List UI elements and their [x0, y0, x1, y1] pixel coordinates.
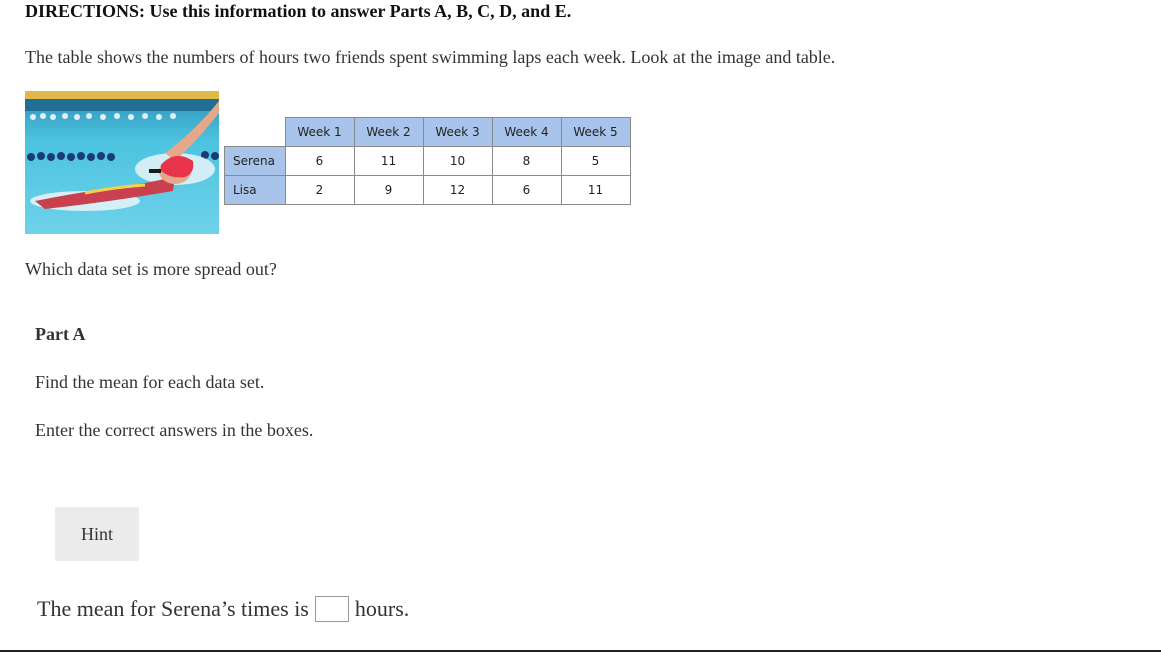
- swimmer-image: [25, 91, 219, 234]
- column-header: Week 2: [354, 118, 423, 147]
- part-instruction: Find the mean for each data set.: [35, 372, 265, 392]
- table-cell: 10: [423, 147, 492, 176]
- answer-line: [37, 594, 409, 624]
- bottom-divider: [0, 650, 1161, 652]
- table-cell: 6: [492, 176, 561, 205]
- serena-mean-input[interactable]: [315, 596, 349, 622]
- table-row: [225, 147, 631, 176]
- table-cell: 2: [285, 176, 354, 205]
- column-header: Week 4: [492, 118, 561, 147]
- table-cell: 5: [561, 147, 630, 176]
- part-enter-instruction: Enter the correct answers in the boxes.: [35, 420, 314, 440]
- table-corner: [225, 118, 286, 147]
- table-cell: 12: [423, 176, 492, 205]
- part-title: Part A: [35, 324, 86, 344]
- directions-text: DIRECTIONS: Use this information to answer Parts A, B, C, D, and E.: [25, 1, 572, 21]
- answer-suffix: hours.: [354, 596, 410, 621]
- row-header: Serena: [225, 147, 286, 176]
- hint-button[interactable]: Hint: [55, 507, 139, 561]
- table-cell: 11: [561, 176, 630, 205]
- table-cell: 8: [492, 147, 561, 176]
- question-text: Which data set is more spread out?: [25, 259, 277, 279]
- hours-table: [224, 117, 631, 205]
- column-header: Week 3: [423, 118, 492, 147]
- intro-text: The table shows the numbers of hours two friends spent swimming laps each week. Look at the image and table.: [25, 47, 836, 67]
- answer-prefix: The mean for Serena’s times is: [37, 596, 309, 621]
- table-cell: 9: [354, 176, 423, 205]
- column-header: Week 5: [561, 118, 630, 147]
- column-header: Week 1: [285, 118, 354, 147]
- table-row: [225, 176, 631, 205]
- table-header-row: [225, 118, 631, 147]
- table-cell: 6: [285, 147, 354, 176]
- row-header: Lisa: [225, 176, 286, 205]
- table-cell: 11: [354, 147, 423, 176]
